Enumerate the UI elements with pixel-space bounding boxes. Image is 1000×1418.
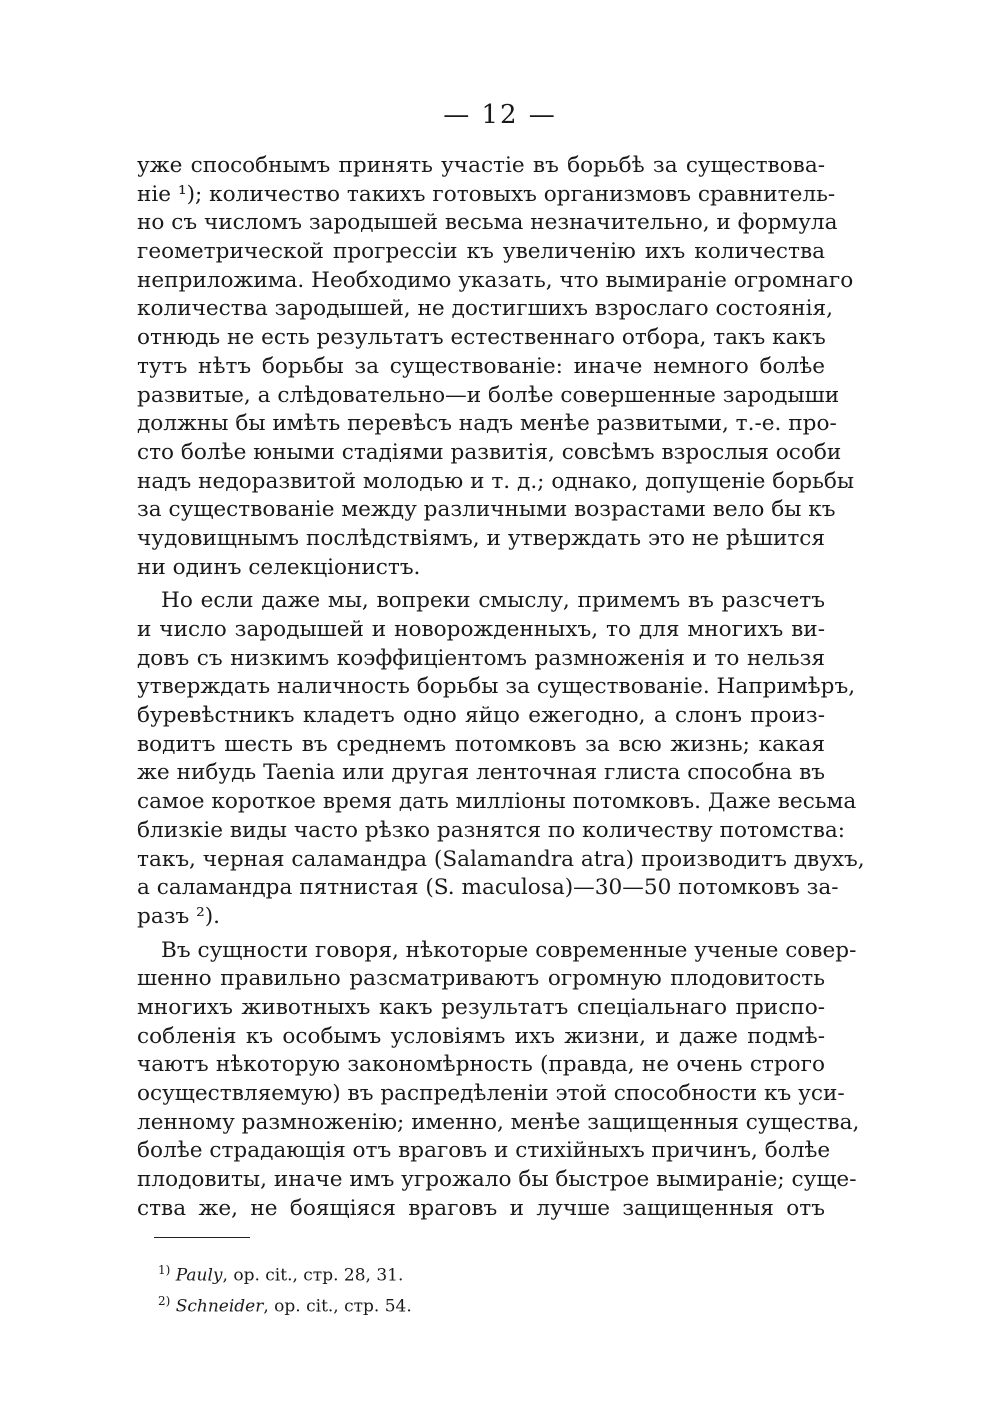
- text-line: чаютъ нѣкоторую закономѣрность (правда, не очень строго: [137, 1052, 825, 1078]
- text-line: разъ ²).: [137, 903, 221, 929]
- text-line: отнюдь не есть результатъ естественнаго отбора, такъ какъ: [137, 325, 826, 351]
- text-line: тутъ нѣтъ борьбы за существованіе: иначе немного болѣе: [137, 353, 825, 379]
- text-line: осуществляемую) въ распредѣленіи этой способности къ уси-: [137, 1081, 845, 1106]
- text-line: такъ, черная саламандра (Salamandra atra) производитъ двухъ,: [137, 846, 865, 872]
- text-line: за существованіе между различными возрастами вело бы къ: [137, 497, 836, 523]
- text-line: водитъ шесть въ среднемъ потомковъ за всю жизнь; какая: [137, 731, 825, 757]
- text-line: но съ числомъ зародышей весьма незначительно, и формула: [137, 210, 838, 236]
- footnotes: [158, 1258, 412, 1319]
- text-line: чудовищнымъ послѣдствіямъ, и утверждать это не рѣшится: [137, 525, 825, 551]
- text-line: ни одинъ селекціонистъ.: [137, 554, 421, 580]
- text-line: многихъ животныхъ какъ результатъ спеціальнаго приспо-: [137, 994, 825, 1020]
- text-line: шенно правильно разсматриваютъ огромную плодовитость: [137, 966, 825, 992]
- text-line: довъ съ низкимъ коэффиціентомъ размноженія и то нельзя: [137, 645, 825, 671]
- footnote-divider: [154, 1237, 250, 1238]
- text-line: утверждать наличность борьбы за существованіе. Напримѣръ,: [137, 674, 856, 700]
- footnote-1: [158, 1258, 412, 1289]
- text-line: а саламандра пятнистая (S. maculosa)—30—50 потомковъ за-: [137, 875, 839, 901]
- text-line: плодовиты, иначе имъ угрожало бы быстрое вымираніе; суще-: [137, 1167, 857, 1193]
- footnote-2: [158, 1289, 412, 1320]
- text-line: буревѣстникъ кладетъ одно яйцо ежегодно, а слонъ произ-: [137, 703, 825, 729]
- footnote-author: Schneider: [175, 1296, 264, 1317]
- text-line: самое короткое время дать милліоны потомковъ. Даже весьма: [137, 789, 857, 815]
- text-line: неприложима. Необходимо указать, что вымираніе огромнаго: [137, 267, 854, 293]
- footnote-text: , op. cit., стр. 54.: [263, 1296, 412, 1317]
- text-line: геометрической прогрессіи къ увеличенію ихъ количества: [137, 239, 825, 265]
- text-line: же нибудь Taenia или другая ленточная глиста способна въ: [137, 760, 825, 786]
- text-line: ніе ¹); количество такихъ готовыхъ организмовъ сравнитель-: [137, 181, 836, 207]
- text-line: болѣе страдающія отъ враговъ и стихійныхъ причинъ, болѣе: [137, 1138, 831, 1164]
- text-line: Но если даже мы, вопреки смыслу, примемъ въ разсчетъ: [161, 588, 825, 614]
- text-line: и число зародышей и новорожденныхъ, то для многихъ ви-: [137, 617, 825, 642]
- text-line: собленія къ особымъ условіямъ ихъ жизни, и даже подмѣ-: [137, 1023, 825, 1049]
- text-line: уже способнымъ принять участіе въ борьбѣ за существова-: [137, 153, 825, 178]
- text-line: должны бы имѣть перевѣсъ надъ менѣе развитыми, т.-е. про-: [137, 411, 837, 437]
- text-line: Въ сущности говоря, нѣкоторые современные ученые совер-: [161, 937, 857, 963]
- text-line: сто болѣе юными стадіями развитія, совсѣмъ взрослыя особи: [137, 439, 842, 465]
- text-line: близкіе виды часто рѣзко разнятся по количеству потомства:: [137, 817, 846, 843]
- footnote-marker: 1): [158, 1263, 171, 1277]
- text-line: ленному размноженію; именно, менѣе защищенныя существа,: [137, 1109, 860, 1135]
- text-line: ства же, не боящіяся враговъ и лучше защищенныя отъ: [137, 1195, 825, 1221]
- text-line: надъ недоразвитой молодью и т. д.; однако, допущеніе борьбы: [137, 468, 855, 494]
- body-text: [137, 152, 865, 1223]
- page-number: — 12 —: [443, 100, 557, 130]
- text-line: количества зародышей, не достигшихъ взрослаго состоянія,: [137, 296, 834, 322]
- footnote-marker: 2): [158, 1293, 171, 1308]
- footnote-author: Pauly: [175, 1265, 223, 1286]
- text-line: развитые, а слѣдовательно—и болѣе совершенные зародыши: [137, 382, 840, 408]
- footnote-text: , op. cit., стр. 28, 31.: [222, 1265, 404, 1286]
